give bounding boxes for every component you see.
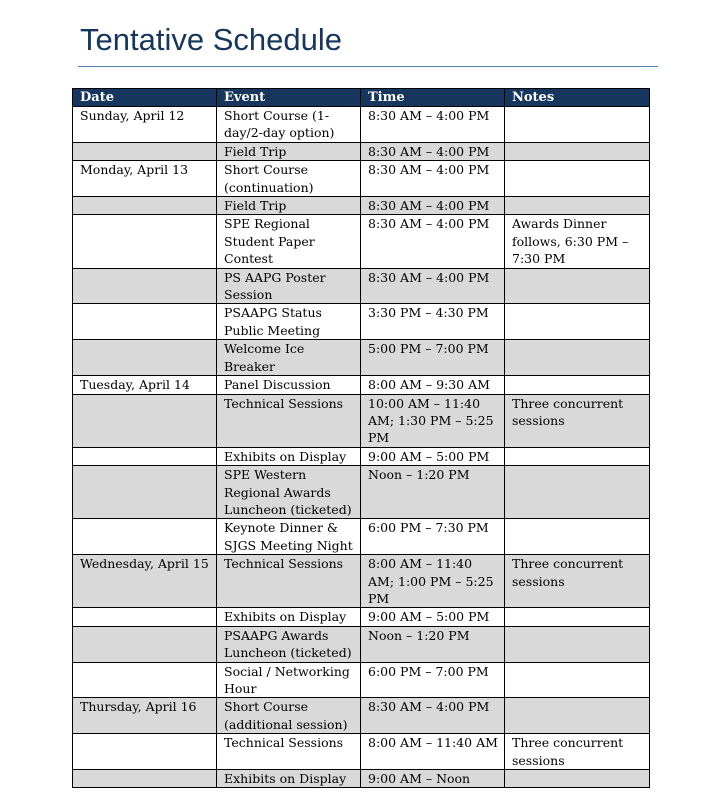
time-cell: 10:00 AM – 11:40 AM; 1:30 PM – 5:25 PM [361,394,505,447]
header-time: Time [361,89,505,107]
event-cell: Keynote Dinner & SJGS Meeting Night [217,519,361,555]
date-cell [73,770,217,788]
date-cell [73,608,217,626]
date-cell [73,304,217,340]
notes-cell [505,376,650,394]
table-row [73,161,650,197]
table-row [73,394,650,447]
notes-cell [505,161,650,197]
header-event: Event [217,89,361,107]
event-cell: Panel Discussion [217,376,361,394]
notes-cell: Three concurrent sessions [505,394,650,447]
time-cell: 6:00 PM – 7:30 PM [361,519,505,555]
time-cell: 5:00 PM – 7:00 PM [361,340,505,376]
page-title: Tentative Schedule [80,22,342,57]
notes-cell [505,340,650,376]
date-cell [73,447,217,465]
date-cell [73,734,217,770]
time-cell: 9:00 AM – 5:00 PM [361,447,505,465]
event-cell: Short Course (continuation) [217,161,361,197]
table-row [73,608,650,626]
table-row [73,340,650,376]
notes-cell: Three concurrent sessions [505,555,650,608]
date-cell: Sunday, April 12 [73,107,217,143]
event-cell: Exhibits on Display [217,608,361,626]
event-cell: PSAAPG Status Public Meeting [217,304,361,340]
event-cell: SPE Regional Student Paper Contest [217,215,361,268]
event-cell: Technical Sessions [217,394,361,447]
title-divider [78,66,658,67]
date-cell [73,142,217,160]
event-cell: Exhibits on Display [217,447,361,465]
date-cell [73,662,217,698]
time-cell: 6:00 PM – 7:00 PM [361,662,505,698]
table-row [73,142,650,160]
time-cell: 8:30 AM – 4:00 PM [361,698,505,734]
date-cell [73,519,217,555]
event-cell: Technical Sessions [217,734,361,770]
notes-cell: Three concurrent sessions [505,734,650,770]
event-cell: PS AAPG Poster Session [217,268,361,304]
date-cell [73,626,217,662]
event-cell: Social / Networking Hour [217,662,361,698]
table-row [73,466,650,519]
notes-cell [505,770,650,788]
date-cell [73,340,217,376]
table-row [73,376,650,394]
notes-cell [505,447,650,465]
event-cell: Exhibits on Display [217,770,361,788]
event-cell: SPE Western Regional Awards Luncheon (ticketed) [217,466,361,519]
time-cell: 8:30 AM – 4:00 PM [361,215,505,268]
table-row [73,626,650,662]
time-cell: 9:00 AM – Noon [361,770,505,788]
time-cell: Noon – 1:20 PM [361,466,505,519]
time-cell: 8:30 AM – 4:00 PM [361,107,505,143]
date-cell [73,394,217,447]
time-cell: 8:00 AM – 11:40 AM; 1:00 PM – 5:25 PM [361,555,505,608]
time-cell: 8:30 AM – 4:00 PM [361,142,505,160]
time-cell: 8:30 AM – 4:00 PM [361,197,505,215]
notes-cell [505,698,650,734]
event-cell: PSAAPG Awards Luncheon (ticketed) [217,626,361,662]
table-row [73,662,650,698]
schedule-body [73,107,650,788]
date-cell: Wednesday, April 15 [73,555,217,608]
table-row [73,555,650,608]
table-row [73,447,650,465]
notes-cell [505,197,650,215]
time-cell: 8:00 AM – 11:40 AM [361,734,505,770]
notes-cell [505,304,650,340]
time-cell: 8:30 AM – 4:00 PM [361,161,505,197]
event-cell: Welcome Ice Breaker [217,340,361,376]
notes-cell [505,268,650,304]
date-cell [73,215,217,268]
time-cell: 8:00 AM – 9:30 AM [361,376,505,394]
notes-cell [505,466,650,519]
event-cell: Short Course (1-day/2-day option) [217,107,361,143]
table-row [73,304,650,340]
notes-cell [505,662,650,698]
table-header-row [73,89,650,107]
date-cell [73,268,217,304]
event-cell: Technical Sessions [217,555,361,608]
notes-cell [505,107,650,143]
time-cell: 3:30 PM – 4:30 PM [361,304,505,340]
date-cell: Monday, April 13 [73,161,217,197]
event-cell: Field Trip [217,197,361,215]
table-row [73,107,650,143]
table-row [73,519,650,555]
date-cell [73,197,217,215]
date-cell: Tuesday, April 14 [73,376,217,394]
notes-cell [505,626,650,662]
time-cell: Noon – 1:20 PM [361,626,505,662]
event-cell: Field Trip [217,142,361,160]
notes-cell [505,608,650,626]
event-cell: Short Course (additional session) [217,698,361,734]
header-notes: Notes [505,89,650,107]
date-cell [73,466,217,519]
table-row [73,268,650,304]
notes-cell [505,519,650,555]
table-row [73,698,650,734]
table-row [73,734,650,770]
notes-cell: Awards Dinner follows, 6:30 PM – 7:30 PM [505,215,650,268]
table-row [73,197,650,215]
time-cell: 9:00 AM – 5:00 PM [361,608,505,626]
table-row [73,770,650,788]
notes-cell [505,142,650,160]
table-row [73,215,650,268]
schedule-table [72,88,650,788]
time-cell: 8:30 AM – 4:00 PM [361,268,505,304]
header-date: Date [73,89,217,107]
date-cell: Thursday, April 16 [73,698,217,734]
